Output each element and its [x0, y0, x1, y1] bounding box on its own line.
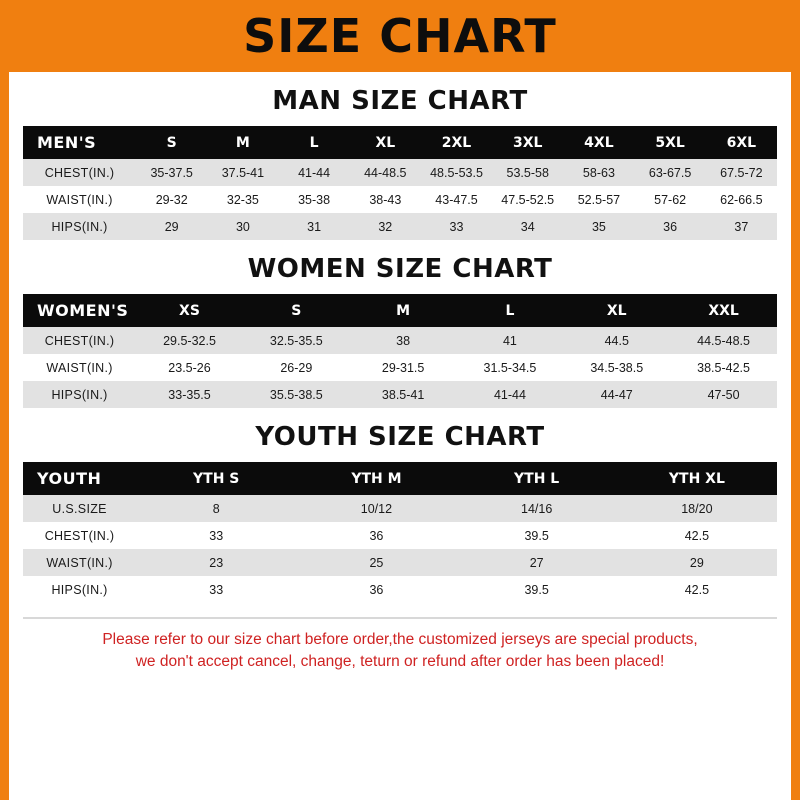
men-header-3xl: 3XL — [492, 126, 563, 159]
footer-note — [23, 617, 777, 674]
youth-row2-c2: 25 — [296, 549, 456, 576]
youth-row1-label: CHEST(IN.) — [23, 522, 136, 549]
youth-size-table — [23, 462, 777, 603]
youth-row1-c4: 42.5 — [617, 522, 777, 549]
table-row — [23, 549, 777, 576]
youth-row3-c1: 33 — [136, 576, 296, 603]
men-row2-c7: 35 — [563, 213, 634, 240]
table-row — [23, 186, 777, 213]
men-row0-c1: 35-37.5 — [136, 159, 207, 186]
youth-row0-c1: 8 — [136, 495, 296, 522]
banner-title: SIZE CHART — [243, 9, 557, 63]
men-row2-c2: 30 — [207, 213, 278, 240]
women-header-xxl: XXL — [670, 294, 777, 327]
men-row2-c1: 29 — [136, 213, 207, 240]
men-header-5xl: 5XL — [635, 126, 706, 159]
youth-row3-c3: 39.5 — [457, 576, 617, 603]
women-row1-c4: 31.5-34.5 — [457, 354, 564, 381]
youth-row3-c4: 42.5 — [617, 576, 777, 603]
table-row — [23, 522, 777, 549]
men-header-2xl: 2XL — [421, 126, 492, 159]
table-row — [23, 159, 777, 186]
table-row — [23, 213, 777, 240]
men-row1-c7: 52.5-57 — [563, 186, 634, 213]
women-row1-c1: 23.5-26 — [136, 354, 243, 381]
women-row0-c3: 38 — [350, 327, 457, 354]
men-row1-c9: 62-66.5 — [706, 186, 777, 213]
youth-header-l: YTH L — [457, 462, 617, 495]
table-row — [23, 381, 777, 408]
youth-row2-c4: 29 — [617, 549, 777, 576]
banner — [9, 0, 791, 72]
youth-row1-c2: 36 — [296, 522, 456, 549]
youth-header-xl: YTH XL — [617, 462, 777, 495]
women-row1-c3: 29-31.5 — [350, 354, 457, 381]
youth-header-label: YOUTH — [23, 462, 136, 495]
table-row — [23, 354, 777, 381]
youth-section-title: YOUTH SIZE CHART — [255, 422, 545, 452]
men-header-4xl: 4XL — [563, 126, 634, 159]
men-row0-c5: 48.5-53.5 — [421, 159, 492, 186]
men-row0-label: CHEST(IN.) — [23, 159, 136, 186]
women-row0-c2: 32.5-35.5 — [243, 327, 350, 354]
men-row1-label: WAIST(IN.) — [23, 186, 136, 213]
youth-row3-label: HIPS(IN.) — [23, 576, 136, 603]
men-header-m: M — [207, 126, 278, 159]
men-row2-label: HIPS(IN.) — [23, 213, 136, 240]
men-row2-c6: 34 — [492, 213, 563, 240]
men-row0-c4: 44-48.5 — [350, 159, 421, 186]
women-row2-c4: 41-44 — [457, 381, 564, 408]
women-section-title: WOMEN SIZE CHART — [247, 254, 553, 284]
men-row1-c2: 32-35 — [207, 186, 278, 213]
men-header-s: S — [136, 126, 207, 159]
men-row1-c3: 35-38 — [279, 186, 350, 213]
footer-note-line2: we don't accept cancel, change, teturn or refund after order has been placed! — [135, 653, 665, 671]
youth-row3-c2: 36 — [296, 576, 456, 603]
men-header-label: MEN'S — [23, 126, 136, 159]
youth-header-m: YTH M — [296, 462, 456, 495]
table-row — [23, 327, 777, 354]
men-row1-c6: 47.5-52.5 — [492, 186, 563, 213]
women-header-xl: XL — [563, 294, 670, 327]
men-row2-c8: 36 — [635, 213, 706, 240]
women-row0-c4: 41 — [457, 327, 564, 354]
footer-note-line1: Please refer to our size chart before order,the customized jerseys are special products, — [102, 631, 698, 648]
men-section-title: MAN SIZE CHART — [272, 86, 528, 116]
women-row1-label: WAIST(IN.) — [23, 354, 136, 381]
men-header-6xl: 6XL — [706, 126, 777, 159]
women-row0-c6: 44.5-48.5 — [670, 327, 777, 354]
table-header-row — [23, 126, 777, 159]
men-row1-c5: 43-47.5 — [421, 186, 492, 213]
youth-row2-c3: 27 — [457, 549, 617, 576]
women-row2-c6: 47-50 — [670, 381, 777, 408]
youth-row1-c3: 39.5 — [457, 522, 617, 549]
men-row2-c9: 37 — [706, 213, 777, 240]
women-row2-c5: 44-47 — [563, 381, 670, 408]
women-header-m: M — [350, 294, 457, 327]
men-row0-c7: 58-63 — [563, 159, 634, 186]
content — [9, 86, 791, 674]
men-row0-c6: 53.5-58 — [492, 159, 563, 186]
women-row1-c6: 38.5-42.5 — [670, 354, 777, 381]
women-row2-c3: 38.5-41 — [350, 381, 457, 408]
men-row2-c3: 31 — [279, 213, 350, 240]
men-row2-c4: 32 — [350, 213, 421, 240]
women-size-table — [23, 294, 777, 408]
men-row1-c1: 29-32 — [136, 186, 207, 213]
men-row0-c2: 37.5-41 — [207, 159, 278, 186]
women-header-label: WOMEN'S — [23, 294, 136, 327]
men-row2-c5: 33 — [421, 213, 492, 240]
women-row2-c2: 35.5-38.5 — [243, 381, 350, 408]
table-header-row — [23, 294, 777, 327]
men-row1-c8: 57-62 — [635, 186, 706, 213]
youth-row0-c2: 10/12 — [296, 495, 456, 522]
women-row2-c1: 33-35.5 — [136, 381, 243, 408]
table-header-row — [23, 462, 777, 495]
men-size-table — [23, 126, 777, 240]
table-row — [23, 576, 777, 603]
men-row0-c8: 63-67.5 — [635, 159, 706, 186]
women-header-l: L — [457, 294, 564, 327]
women-header-xs: XS — [136, 294, 243, 327]
women-row1-c5: 34.5-38.5 — [563, 354, 670, 381]
women-row0-c5: 44.5 — [563, 327, 670, 354]
women-row1-c2: 26-29 — [243, 354, 350, 381]
women-row0-label: CHEST(IN.) — [23, 327, 136, 354]
table-row — [23, 495, 777, 522]
youth-row2-c1: 23 — [136, 549, 296, 576]
men-header-l: L — [279, 126, 350, 159]
youth-row1-c1: 33 — [136, 522, 296, 549]
men-row1-c4: 38-43 — [350, 186, 421, 213]
youth-row0-label: U.S.SIZE — [23, 495, 136, 522]
men-row0-c3: 41-44 — [279, 159, 350, 186]
youth-row0-c3: 14/16 — [457, 495, 617, 522]
youth-row0-c4: 18/20 — [617, 495, 777, 522]
men-header-xl: XL — [350, 126, 421, 159]
women-row0-c1: 29.5-32.5 — [136, 327, 243, 354]
youth-header-s: YTH S — [136, 462, 296, 495]
men-row0-c9: 67.5-72 — [706, 159, 777, 186]
women-row2-label: HIPS(IN.) — [23, 381, 136, 408]
women-header-s: S — [243, 294, 350, 327]
youth-row2-label: WAIST(IN.) — [23, 549, 136, 576]
